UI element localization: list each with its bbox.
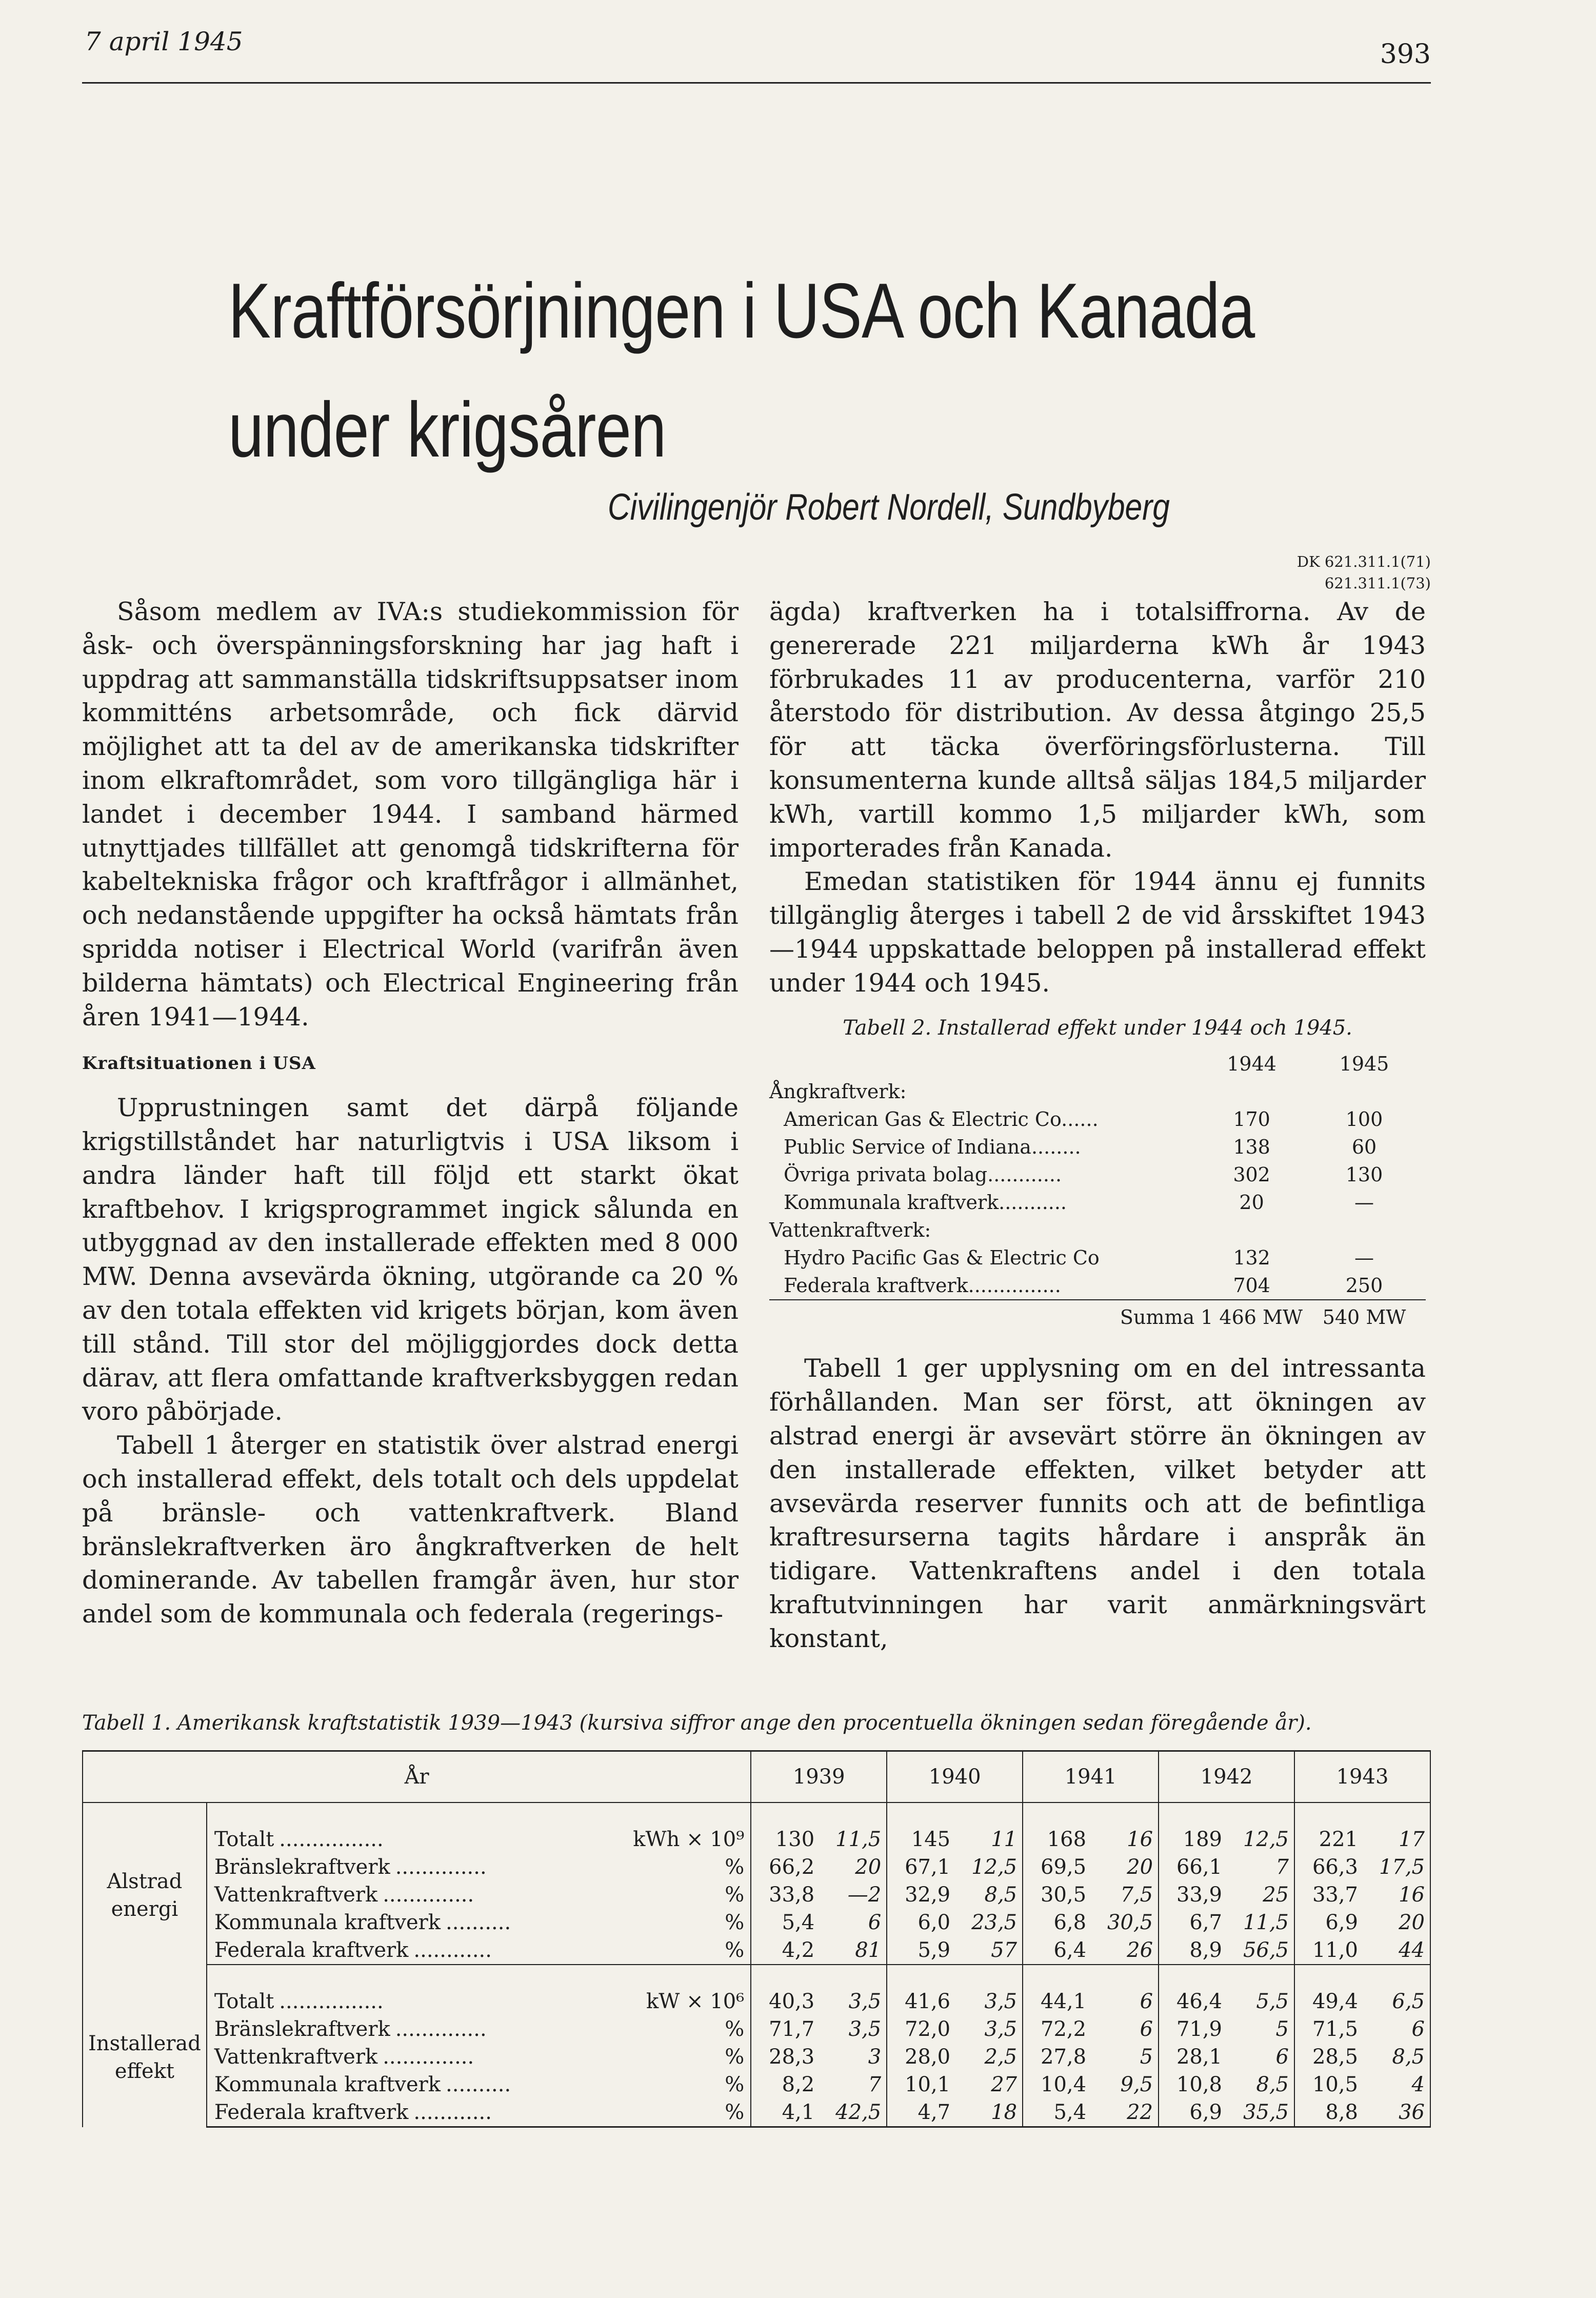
spacer	[887, 1965, 955, 1988]
paragraph-intro: Såsom medlem av IVA:s studiekommission för åsk- och överspänningsforskning har jag haft i uppdrag att sammanställa tidskriftsuppsatser inom kommitténs arbetsområde, och fick därvid möjlighet att ta del av de amerikanska tidskrifter inom elkraftområdet, som voro tillgängliga här i landet i december 1944. I samband härmed utnyttjades tillfället att genomgå tidskrifterna för kabeltekniska frågor och kraftfrågor i allmänhet, och nedanstående uppgifter ha också hämtats från spridda notiser i Electrical World (varifrån även bilderna hämtats) och Electrical Engineering från åren 1941—1944.	[82, 597, 739, 1032]
table1-value: 66,2	[751, 1853, 820, 1881]
dk-code-2: 621.311.1(73)	[1324, 574, 1431, 592]
table1-label: Federala kraftverk	[214, 2101, 409, 2124]
table-row	[769, 1078, 1426, 1105]
spacer	[1363, 1965, 1430, 1988]
paragraph-tabell1-discussion: Tabell 1 ger upplysning om en del intressanta förhållanden. Man ser först, att ökningen av alstrad energi är avsevärt större än ökningen av den installerade effekten, vilket betyder att avsevärda reserver funnits och att de befintliga kraftresurserna tagits hårdare i anspråk än tidigare. Vattenkraftens andel i den totala kraftutvinningen har varit anmärkningsvärt konstant,	[769, 1354, 1426, 1653]
table-row	[83, 1881, 1430, 1909]
spacer	[1363, 1802, 1430, 1826]
table1	[82, 1750, 1431, 2128]
table1-unit: kWh × 10⁹	[633, 1828, 745, 1851]
table1-percent-change: 6	[1140, 1990, 1153, 2013]
table2-sum-1944: 1 466 MW	[1201, 1300, 1303, 1331]
table1-unit: %	[725, 2045, 745, 2069]
table1-value: 71,9	[1159, 2015, 1227, 2043]
table1-percent-change: 4	[1363, 2071, 1430, 2098]
table1-label: Vattenkraftverk	[214, 1883, 378, 1907]
table1-value: 4,1	[751, 2098, 820, 2127]
table1-value: 6,4	[1023, 1936, 1091, 1965]
table1-percent-change: 6	[1363, 2015, 1430, 2043]
leader-dots: ..............	[395, 2017, 487, 2041]
table1-col-1939: 1939	[751, 1751, 887, 1803]
table1-unit: kW × 10⁶	[646, 1990, 745, 2013]
table1-percent-change: 7	[1275, 1855, 1289, 1879]
table1-value: 44,1	[1023, 1988, 1091, 2015]
spacer	[207, 1802, 751, 1826]
table1-value: 6,0	[887, 1909, 955, 1936]
table1-value: 28,1	[1159, 2043, 1227, 2071]
section-heading: Kraftsituationen i USA	[82, 1053, 316, 1074]
table1-col-1942: 1942	[1159, 1751, 1294, 1803]
table-row	[83, 2043, 1430, 2071]
table1-value: 71,7	[751, 2015, 820, 2043]
table1-row-label	[207, 1988, 751, 2015]
leader-dots: ...............	[968, 1274, 1061, 1297]
table2-sum-label: Summa	[769, 1300, 1201, 1331]
table1-label: Federala kraftverk	[214, 1938, 409, 1962]
table1-percent-change: 3,5	[848, 1990, 882, 2013]
table2-value: 138	[1233, 1136, 1270, 1159]
table-row	[769, 1050, 1426, 1078]
table1-label: Vattenkraftverk	[214, 2045, 378, 2069]
table1-percent-change: 8,5	[984, 1883, 1018, 1907]
table1-percent-change: 5	[1140, 2045, 1153, 2069]
left-column	[82, 595, 739, 1631]
article-title	[228, 251, 1254, 489]
table1-value: 4,7	[887, 2098, 955, 2127]
leader-dots: ................	[279, 1990, 384, 2013]
table2-value: 704	[1233, 1274, 1270, 1297]
table1-percent-change: 6,5	[1363, 1988, 1430, 2015]
table-row	[83, 1988, 1430, 2015]
spacer	[1294, 1965, 1363, 1988]
table1-label: Kommunala kraftverk	[214, 2073, 441, 2096]
leader-dots: ................	[279, 1828, 384, 1851]
table1-percent-change: 11,5	[1243, 1911, 1289, 1934]
leader-dots: ..............	[383, 2045, 474, 2069]
table1-value: 11,0	[1294, 1936, 1363, 1965]
table1-spacer-row	[83, 1802, 1430, 1826]
table1-spacer-row	[83, 1965, 1430, 1988]
table1-percent-change: 12,5	[971, 1855, 1018, 1879]
table1-percent-change: 3	[868, 2045, 882, 2069]
table1-percent-change: 8,5	[1256, 2073, 1289, 2096]
table1-row-group: Installerad effekt	[83, 1988, 207, 2127]
spacer	[1294, 1802, 1363, 1826]
table1-value: 8,9	[1159, 1936, 1227, 1965]
paragraph-tabell1-intro: Tabell 1 återger en statistik över alstrad energi och installerad effekt, dels totalt och dels uppdelat på bränsle- och vattenkraftverk. Bland bränslekraftverken äro ångkraftverken de helt dominerande. Av tabellen framgår även, hur stor andel som de kommunala och federala (regerings-	[82, 1431, 739, 1629]
leader-dots: ..............	[383, 1883, 474, 1907]
table2-value: —	[1354, 1246, 1374, 1270]
table1-percent-change: 17	[1363, 1826, 1430, 1853]
leader-dots: ..........	[446, 1911, 511, 1934]
table1-value: 189	[1159, 1826, 1227, 1853]
table1-percent-change: 27	[991, 2073, 1018, 2096]
table1-percent-change: 9,5	[1120, 2073, 1153, 2096]
table1-unit: %	[725, 1883, 745, 1907]
table1-unit: %	[725, 1855, 745, 1879]
table1-label: Bränslekraftverk	[214, 1855, 390, 1879]
table1-percent-change: 3,5	[848, 2017, 882, 2041]
table1-value: 6,9	[1294, 1909, 1363, 1936]
table1-unit: %	[725, 1911, 745, 1934]
header-rule	[82, 82, 1431, 84]
table-row	[769, 1244, 1426, 1272]
right-column	[769, 595, 1426, 1656]
table1-percent-change: 8,5	[1363, 2043, 1430, 2071]
table1-row-label	[207, 1826, 751, 1853]
table1-value: 66,3	[1294, 1853, 1363, 1881]
table1-col-1940: 1940	[887, 1751, 1023, 1803]
table1-percent-change: 7	[868, 2073, 882, 2096]
leader-dots: ......	[1061, 1108, 1099, 1131]
table-row	[83, 1826, 1430, 1853]
table1-value: 49,4	[1294, 1988, 1363, 2015]
leader-dots: ............	[413, 1938, 492, 1962]
table1-value: 5,4	[1023, 2098, 1091, 2127]
spacer	[83, 1965, 207, 1988]
table1-percent-change: 23,5	[971, 1911, 1018, 1934]
table1-percent-change: 7,5	[1120, 1883, 1153, 1907]
table1-value: 5,9	[887, 1936, 955, 1965]
spacer	[1023, 1802, 1091, 1826]
table1-percent-change: 6	[1275, 2045, 1289, 2069]
table1-unit: %	[725, 1938, 745, 1962]
table1-row-label	[207, 1909, 751, 1936]
table2-label: Public Service of Indiana	[784, 1136, 1031, 1159]
table2-value: 60	[1351, 1136, 1377, 1159]
table2-label: Federala kraftverk	[784, 1274, 968, 1297]
table1-percent-change: 20	[855, 1855, 882, 1879]
table1-row-label	[207, 2071, 751, 2098]
table1-value: 41,6	[887, 1988, 955, 2015]
spacer	[1227, 1802, 1294, 1826]
table1-value: 28,0	[887, 2043, 955, 2071]
table1-value: 33,7	[1294, 1881, 1363, 1909]
table1-value: 72,2	[1023, 2015, 1091, 2043]
table1-value: 32,9	[887, 1881, 955, 1909]
leader-dots: ............	[987, 1163, 1062, 1186]
table1-value: 33,9	[1159, 1881, 1227, 1909]
table1-row-label	[207, 1853, 751, 1881]
table1-percent-change: 81	[820, 1936, 887, 1965]
table1-percent-change: 16	[1363, 1881, 1430, 1909]
author-byline: Civilingenjör Robert Nordell, Sundbyberg	[608, 487, 1170, 528]
spacer	[887, 1802, 955, 1826]
table1-row-label	[207, 2043, 751, 2071]
spacer	[751, 1802, 820, 1826]
page-number: 393	[1380, 39, 1431, 70]
table1-col-1943: 1943	[1294, 1751, 1430, 1803]
table1-percent-change: 44	[1363, 1936, 1430, 1965]
table1-percent-change: 6	[868, 1911, 882, 1934]
table2-group-hydro: Vattenkraftverk:	[769, 1219, 931, 1242]
leader-dots: ..............	[395, 1855, 487, 1879]
table1-row-label	[207, 1936, 751, 1965]
table1-label: Kommunala kraftverk	[214, 1911, 441, 1934]
table1-percent-change: 42,5	[820, 2098, 887, 2127]
table1-value: 8,2	[751, 2071, 820, 2098]
table1-percent-change: 11,5	[835, 1828, 882, 1851]
table1-value: 6,8	[1023, 1909, 1091, 1936]
spacer	[1023, 1965, 1091, 1988]
table2-value: 132	[1233, 1246, 1270, 1270]
dk-code-1: DK 621.311.1(71)	[1296, 553, 1431, 570]
table1-label: Totalt	[214, 1828, 274, 1851]
table1-value: 221	[1294, 1826, 1363, 1853]
spacer	[955, 1965, 1023, 1988]
table1-percent-change: 3,5	[984, 1990, 1018, 2013]
table1-percent-change: 56,5	[1227, 1936, 1294, 1965]
table2-col-1944: 1944	[1227, 1053, 1276, 1076]
table1-value: 71,5	[1294, 2015, 1363, 2043]
table1-value: 66,1	[1159, 1853, 1227, 1881]
table1-col-year: År	[83, 1751, 751, 1803]
leader-dots: ..........	[446, 2073, 511, 2096]
table2-caption: Tabell 2. Installerad effekt under 1944 och 1945.	[843, 1016, 1352, 1040]
table1-value: 40,3	[751, 1988, 820, 2015]
table2-value: 170	[1233, 1108, 1270, 1131]
table1-value: 46,4	[1159, 1988, 1227, 2015]
table1-percent-change: 25	[1263, 1883, 1289, 1907]
table1-percent-change: 2,5	[984, 2045, 1018, 2069]
table1-unit: %	[725, 2017, 745, 2041]
table1-value: 28,5	[1294, 2043, 1363, 2071]
table-row	[769, 1133, 1426, 1161]
table-row	[83, 2098, 1430, 2127]
table1-unit: %	[725, 2101, 745, 2124]
table1-percent-change: 36	[1363, 2098, 1430, 2127]
table1-value: 10,1	[887, 2071, 955, 2098]
table1-percent-change: 5,5	[1256, 1990, 1289, 2013]
table1-percent-change: 26	[1091, 1936, 1159, 1965]
table-row	[769, 1105, 1426, 1133]
table2-label: Kommunala kraftverk	[784, 1191, 999, 1214]
table2-label: American Gas & Electric Co	[784, 1108, 1062, 1131]
table1-percent-change: 12,5	[1243, 1828, 1289, 1851]
table1-value: 72,0	[887, 2015, 955, 2043]
table1-percent-change: 35,5	[1227, 2098, 1294, 2127]
table-row	[769, 1272, 1426, 1300]
title-line-2: under krigsåren	[228, 386, 666, 473]
table1-value: 27,8	[1023, 2043, 1091, 2071]
table1-percent-change: —2	[847, 1883, 882, 1907]
table-row	[83, 2015, 1430, 2043]
table1-value: 6,9	[1159, 2098, 1227, 2127]
table1-percent-change: 18	[955, 2098, 1023, 2127]
table1-percent-change: 16	[1127, 1828, 1153, 1851]
table2-value: 100	[1345, 1108, 1383, 1131]
table1-row-label	[207, 1881, 751, 1909]
spacer	[820, 1802, 887, 1826]
table2-value: 302	[1233, 1163, 1270, 1186]
spacer	[820, 1965, 887, 1988]
table1-value: 10,5	[1294, 2071, 1363, 2098]
leader-dots: ...........	[999, 1191, 1067, 1214]
table1-unit: %	[725, 2073, 745, 2096]
spacer	[1227, 1965, 1294, 1988]
table2-value: —	[1354, 1191, 1374, 1214]
table1-value: 5,4	[751, 1909, 820, 1936]
table1-caption: Tabell 1. Amerikansk kraftstatistik 1939—1943 (kursiva siffror ange den procentuella ökningen sedan föregående år).	[82, 1711, 1312, 1735]
table1-value: 69,5	[1023, 1853, 1091, 1881]
table1-col-1941: 1941	[1023, 1751, 1159, 1803]
table-row	[83, 1853, 1430, 1881]
spacer	[83, 1802, 207, 1826]
table1-percent-change: 22	[1091, 2098, 1159, 2127]
table1-value: 6,7	[1159, 1909, 1227, 1936]
table2-label: Övriga privata bolag	[784, 1163, 988, 1186]
table-row	[83, 1936, 1430, 1965]
table-row	[769, 1188, 1426, 1216]
paragraph-continuation: ägda) kraftverken ha i totalsiffrorna. Av de genererade 221 miljarderna kWh år 1943 förbrukades 11 av producenterna, varför 210 återstodo för distribution. Av dessa åtgingo 25,5 för att täcka överföringsförlusterna. Till konsumenterna kunde alltså säljas 184,5 miljarder kWh, vartill kommo 1,5 miljarder kWh, som importerades från Kanada.	[769, 597, 1426, 863]
table2-value: 250	[1345, 1274, 1383, 1297]
table1-percent-change: 11	[991, 1828, 1018, 1851]
table1-value: 30,5	[1023, 1881, 1091, 1909]
paragraph-upprustning: Upprustningen samt det därpå följande krigstillståndet har naturligtvis i USA liksom i andra länder haft till följd ett starkt ökat kraftbehov. I krigsprogrammet ingick sålunda en utbyggnad av den installerade effekten med 8 000 MW. Denna avsevärda ökning, utgörande ca 20 % av den totala effekten vid krigets början, kom även till stånd. Till stor del möjliggjordes dock detta därav, att flera omfattande kraftverksbyggen redan voro påbörjade.	[82, 1093, 739, 1427]
table2-col-1945: 1945	[1339, 1053, 1389, 1076]
table1-percent-change: 20	[1363, 1909, 1430, 1936]
leader-dots: ............	[413, 2101, 492, 2124]
spacer	[1159, 1965, 1227, 1988]
table-row	[83, 2071, 1430, 2098]
spacer	[1159, 1802, 1227, 1826]
table1-value: 10,4	[1023, 2071, 1091, 2098]
table2	[769, 1050, 1426, 1331]
table2-group-steam: Ångkraftverk:	[769, 1080, 907, 1103]
spacer	[751, 1965, 820, 1988]
table-row	[769, 1161, 1426, 1188]
table1-header-row	[83, 1751, 1430, 1803]
table2-sum-1945: 540 MW	[1303, 1300, 1426, 1331]
spacer	[1091, 1802, 1159, 1826]
table1-value: 145	[887, 1826, 955, 1853]
table1-value: 168	[1023, 1826, 1091, 1853]
table1-value: 28,3	[751, 2043, 820, 2071]
header-date: 7 april 1945	[85, 27, 243, 56]
spacer	[207, 1965, 751, 1988]
table1-value: 8,8	[1294, 2098, 1363, 2127]
table2-value: 20	[1239, 1191, 1264, 1214]
table1-value: 130	[751, 1826, 820, 1853]
table2-value: 130	[1345, 1163, 1383, 1186]
table1-value: 33,8	[751, 1881, 820, 1909]
table-row	[769, 1300, 1426, 1331]
table1-label: Totalt	[214, 1990, 274, 2013]
table1-row-label	[207, 2098, 751, 2127]
table1-percent-change: 5	[1275, 2017, 1289, 2041]
spacer	[1091, 1965, 1159, 1988]
paragraph-tabell2-intro: Emedan statistiken för 1944 ännu ej funnits tillgänglig återges i tabell 2 de vid årsskiftet 1943—1944 uppskattade beloppen på installerad effekt under 1944 och 1945.	[769, 867, 1426, 998]
table1-percent-change: 30,5	[1107, 1911, 1153, 1934]
table-row	[769, 1216, 1426, 1244]
table-row	[83, 1909, 1430, 1936]
table2-label: Hydro Pacific Gas & Electric Co	[784, 1246, 1100, 1270]
table1-percent-change: 20	[1127, 1855, 1153, 1879]
table1-percent-change: 17,5	[1363, 1853, 1430, 1881]
table1-row-group: Alstrad energi	[83, 1826, 207, 1965]
leader-dots: ........	[1031, 1136, 1081, 1159]
table1-value: 67,1	[887, 1853, 955, 1881]
table1-label: Bränslekraftverk	[214, 2017, 390, 2041]
table1-percent-change: 57	[955, 1936, 1023, 1965]
spacer	[955, 1802, 1023, 1826]
table1-percent-change: 3,5	[984, 2017, 1018, 2041]
table1-row-label	[207, 2015, 751, 2043]
table1-percent-change: 6	[1140, 2017, 1153, 2041]
title-line-1: Kraftförsörjningen i USA och Kanada	[228, 267, 1255, 354]
table1-value: 4,2	[751, 1936, 820, 1965]
table1-value: 10,8	[1159, 2071, 1227, 2098]
